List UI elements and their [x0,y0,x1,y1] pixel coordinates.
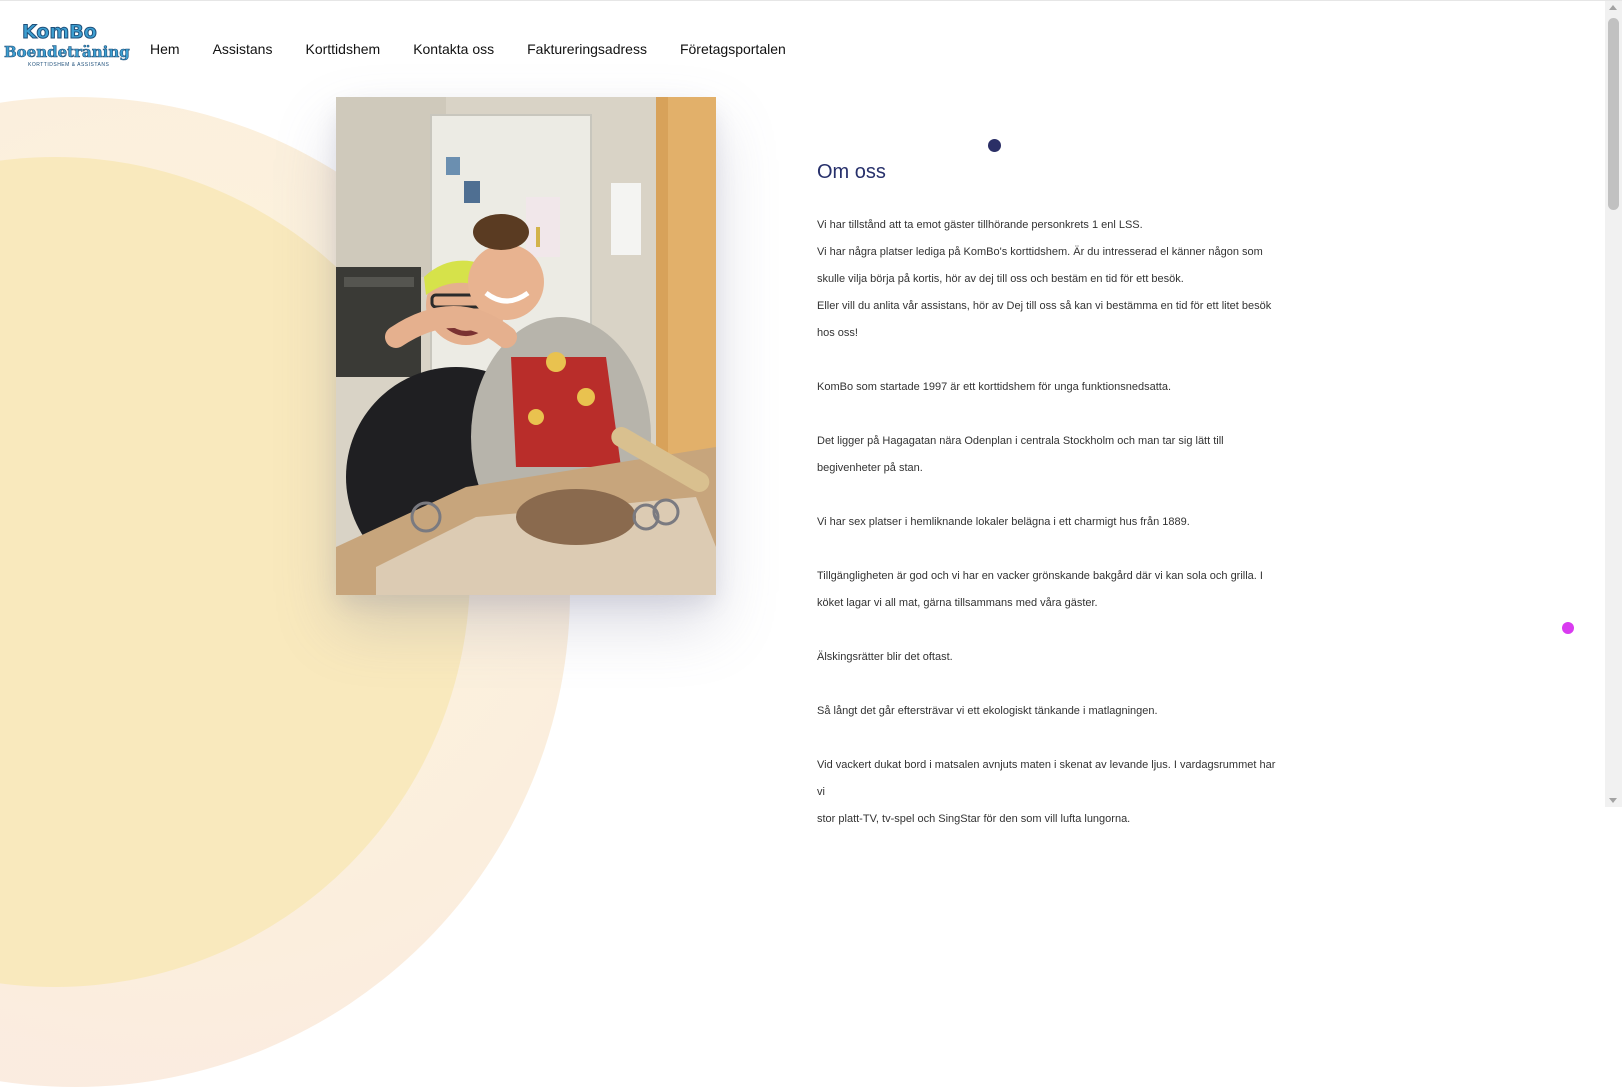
logo-text-kombo: KomBo [22,21,97,43]
scroll-up-arrow-icon[interactable] [1609,5,1617,10]
paragraph-line: Vi har sex platser i hemliknande lokaler belägna i ett charmigt hus från 1889. [817,516,1190,528]
paragraph-line: skulle vilja börja på kortis, hör av dej till oss och bestäm en tid för ett besök. [817,273,1184,285]
nav-item-assistans[interactable]: Assistans [212,41,273,57]
paragraph-line: stor platt-TV, tv-spel och SingStar för den som vill lufta lungorna. [817,813,1131,825]
paragraph-line: Älskingsrätter blir det oftast. [817,651,953,663]
paragraph-line: Eller vill du anlita vår assistans, hör av Dej till oss så kan vi bestämma en tid för ett litet besök [817,300,1272,312]
logo-text-boendetraning: Boendeträning [4,43,130,61]
decorative-dot-navy [988,139,1001,152]
paragraph-line: Så långt det går eftersträvar vi ett ekologiskt tänkande i matlagningen. [817,705,1158,717]
site-logo[interactable] [4,21,130,71]
nav-item-kontakta-oss[interactable]: Kontakta oss [413,41,495,57]
paragraph [817,428,1277,482]
decorative-dot-magenta [1562,622,1574,634]
paragraph-line: Tillgängligheten är god och vi har en vacker grönskande bakgård där vi kan sola och grilla. I [817,570,1263,582]
vertical-scrollbar[interactable] [1605,1,1622,807]
paragraph [817,698,1277,725]
scrollbar-thumb[interactable] [1608,18,1619,210]
paragraph [817,374,1277,401]
paragraph-line: KomBo som startade 1997 är ett korttidshem för unga funktionsnedsatta. [817,381,1172,393]
paragraph [817,212,1277,347]
paragraph-line: hos oss! [817,327,858,339]
paragraph-line: Vid vackert dukat bord i matsalen avnjuts maten i skenat av levande ljus. I vardagsrummet har vi [817,759,1276,798]
photo-image [336,97,716,595]
paragraph-line: köket lagar vi all mat, gärna tillsammans med våra gäster. [817,597,1098,609]
paragraph-line: Vi har tillstånd att ta emot gäster tillhörande personkrets 1 enl LSS. [817,219,1143,231]
main-nav [150,41,819,57]
paragraph-line: Vi har några platser lediga på KomBo's korttidshem. Är du intresserad el känner någon som [817,246,1263,258]
paragraph-line: begivenheter på stan. [817,462,923,474]
paragraph [817,644,1277,671]
paragraph-line: Det ligger på Hagagatan nära Odenplan i centrala Stockholm och man tar sig lätt till [817,435,1224,447]
logo-tagline: KORTTIDSHEM & ASSISTANS [28,62,110,68]
paragraph [817,509,1277,536]
nav-item-faktureringsadress[interactable]: Faktureringsadress [527,41,647,57]
nav-item-hem[interactable]: Hem [150,41,180,57]
paragraph [817,563,1277,617]
site-header [0,1,1605,93]
kitchen-photo [336,97,716,595]
nav-item-korttidshem[interactable]: Korttidshem [305,41,381,57]
paragraph [817,752,1277,833]
scroll-down-arrow-icon[interactable] [1609,798,1617,803]
section-title: Om oss [817,161,886,183]
about-section [817,161,1277,860]
nav-item-foretagsportalen[interactable]: Företagsportalen [679,41,786,57]
